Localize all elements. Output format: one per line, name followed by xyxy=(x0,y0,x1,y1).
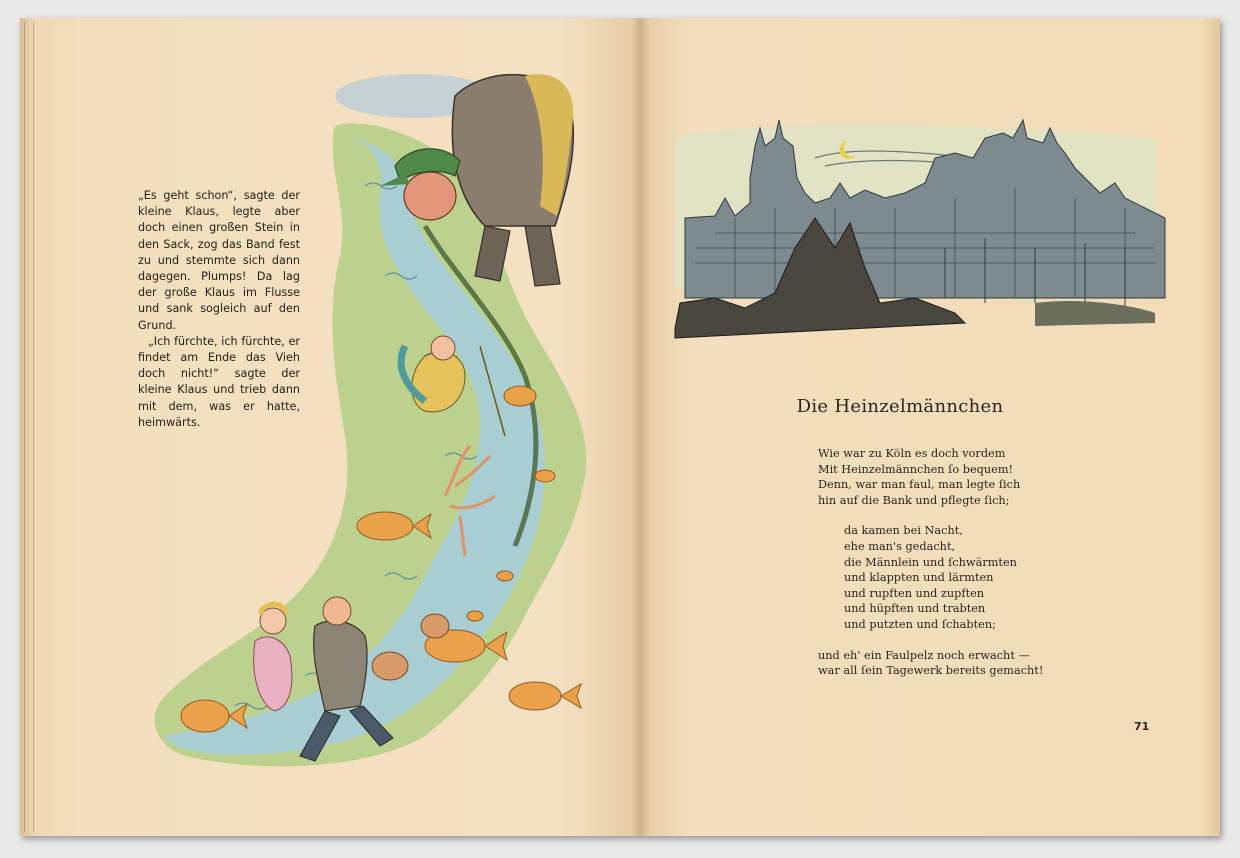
cologne-skyline-illustration xyxy=(655,98,1175,348)
open-book xyxy=(20,18,1220,836)
poem-body xyxy=(818,446,1158,694)
story-paragraph: „Ich fürchte, ich fürchte, er findet am Ende das Vieh doch nicht!“ sagte der kleine Klaus und trieb dann mit dem, was er hatte, heimwärts. xyxy=(138,334,300,429)
poem-line: die Männlein und ſchwärmten xyxy=(844,555,1017,569)
poem-line: ehe man's gedacht, xyxy=(844,539,956,553)
poem-line: und eh' ein Faulpelz noch erwacht — xyxy=(818,648,1030,662)
poem-line: hin auf die Bank und pflegte ſich; xyxy=(818,493,1010,507)
poem-line: und hüpften und trabten xyxy=(844,602,986,616)
story-text xyxy=(138,188,300,431)
poem-line: und klappten und lärmten xyxy=(844,571,994,585)
poem-line: da kamen bei Nacht, xyxy=(844,524,963,538)
page-edges xyxy=(24,22,34,832)
poem-title: Die Heinzelmännchen xyxy=(796,396,1004,417)
poem-stanza-3 xyxy=(818,648,1158,679)
poem-stanza-1 xyxy=(818,446,1158,508)
left-page xyxy=(20,18,640,836)
poem-line: und putzten und ſchabten; xyxy=(844,617,996,631)
poem-line: Mit Heinzelmännchen ſo bequem! xyxy=(818,462,1014,476)
poem-line: Denn, war man faul, man legte ſich xyxy=(818,478,1021,492)
poem-line: war all ſein Tagewerk bereits gemacht! xyxy=(818,664,1044,678)
poem-stanza-2 xyxy=(818,523,1158,632)
poem-line: Wie war zu Köln es doch vordem xyxy=(818,447,1006,460)
page-number: 71 xyxy=(1134,720,1150,733)
poem-line: und rupften und zupften xyxy=(844,586,985,600)
story-paragraph: „Es geht schon“, sagte der kleine Klaus, legte aber doch einen großen Stein in den Sack, zog das Band fest zu und stemmte sich dann dagegen. Plumps! Da lag der große Klaus im Flusse und sank sogleich auf den Grund. xyxy=(138,189,300,332)
